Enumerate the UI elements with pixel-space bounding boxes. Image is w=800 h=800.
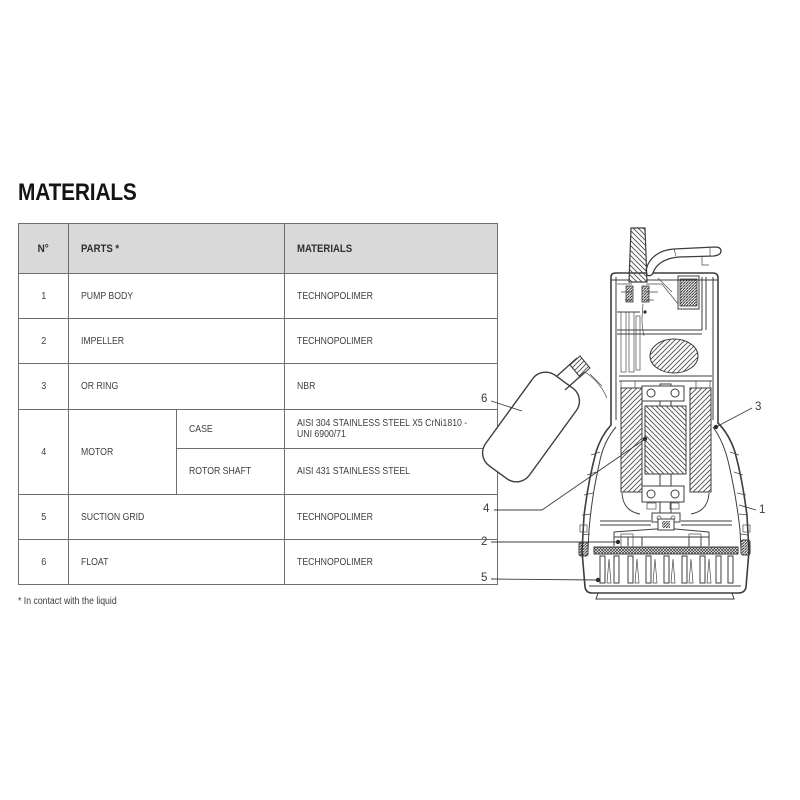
- pump-body-section: [589, 513, 741, 599]
- row-number: 4: [19, 410, 69, 495]
- part-cell: IMPELLER: [69, 319, 285, 364]
- table-row: [19, 495, 498, 540]
- header-parts: PARTS *: [69, 224, 285, 274]
- footnote: * In contact with the liquid: [18, 596, 117, 607]
- callout-label-5: 5: [481, 572, 488, 584]
- callout-label-2: 2: [481, 536, 488, 548]
- callout-label-4: 4: [483, 503, 490, 515]
- row-number: 5: [19, 495, 69, 540]
- subpart-cell: ROTOR SHAFT: [177, 449, 285, 495]
- callout-label-6: 6: [481, 393, 488, 405]
- impeller: [614, 519, 709, 546]
- material-cell: TECHNOPOLIMER: [285, 274, 498, 319]
- row-number: 6: [19, 540, 69, 585]
- table-header-row: [19, 224, 498, 274]
- row-number: 1: [19, 274, 69, 319]
- row-number: 2: [19, 319, 69, 364]
- table-row: [19, 364, 498, 410]
- material-cell: AISI 431 STAINLESS STEEL: [285, 449, 498, 495]
- materials-table: [18, 223, 498, 585]
- part-cell: FLOAT: [69, 540, 285, 585]
- suction-grid: [589, 547, 741, 599]
- material-cell: AISI 304 STAINLESS STEEL X5 CrNi1810 - UNI 6900/71: [285, 410, 498, 449]
- table-row: [19, 319, 498, 364]
- page-title: MATERIALS: [18, 179, 137, 206]
- material-cell: NBR: [285, 364, 498, 410]
- material-cell: TECHNOPOLIMER: [285, 319, 498, 364]
- carry-handle: [646, 247, 721, 276]
- header-materials: MATERIALS: [285, 224, 498, 274]
- table-row: [19, 410, 498, 449]
- subpart-cell: CASE: [177, 410, 285, 449]
- material-cell: TECHNOPOLIMER: [285, 495, 498, 540]
- part-cell: MOTOR: [69, 410, 177, 495]
- float-switch: [476, 356, 607, 488]
- part-cell: OR RING: [69, 364, 285, 410]
- table-row: [19, 274, 498, 319]
- pump-diagram: [470, 220, 790, 610]
- part-cell: PUMP BODY: [69, 274, 285, 319]
- motor-section: [619, 339, 712, 514]
- table-row: [19, 540, 498, 585]
- material-cell: TECHNOPOLIMER: [285, 540, 498, 585]
- power-cable: [629, 228, 647, 282]
- callout-label-1: 1: [759, 504, 766, 516]
- header-num: N°: [19, 224, 69, 274]
- row-number: 3: [19, 364, 69, 410]
- callout-label-3: 3: [755, 401, 762, 413]
- part-cell: SUCTION GRID: [69, 495, 285, 540]
